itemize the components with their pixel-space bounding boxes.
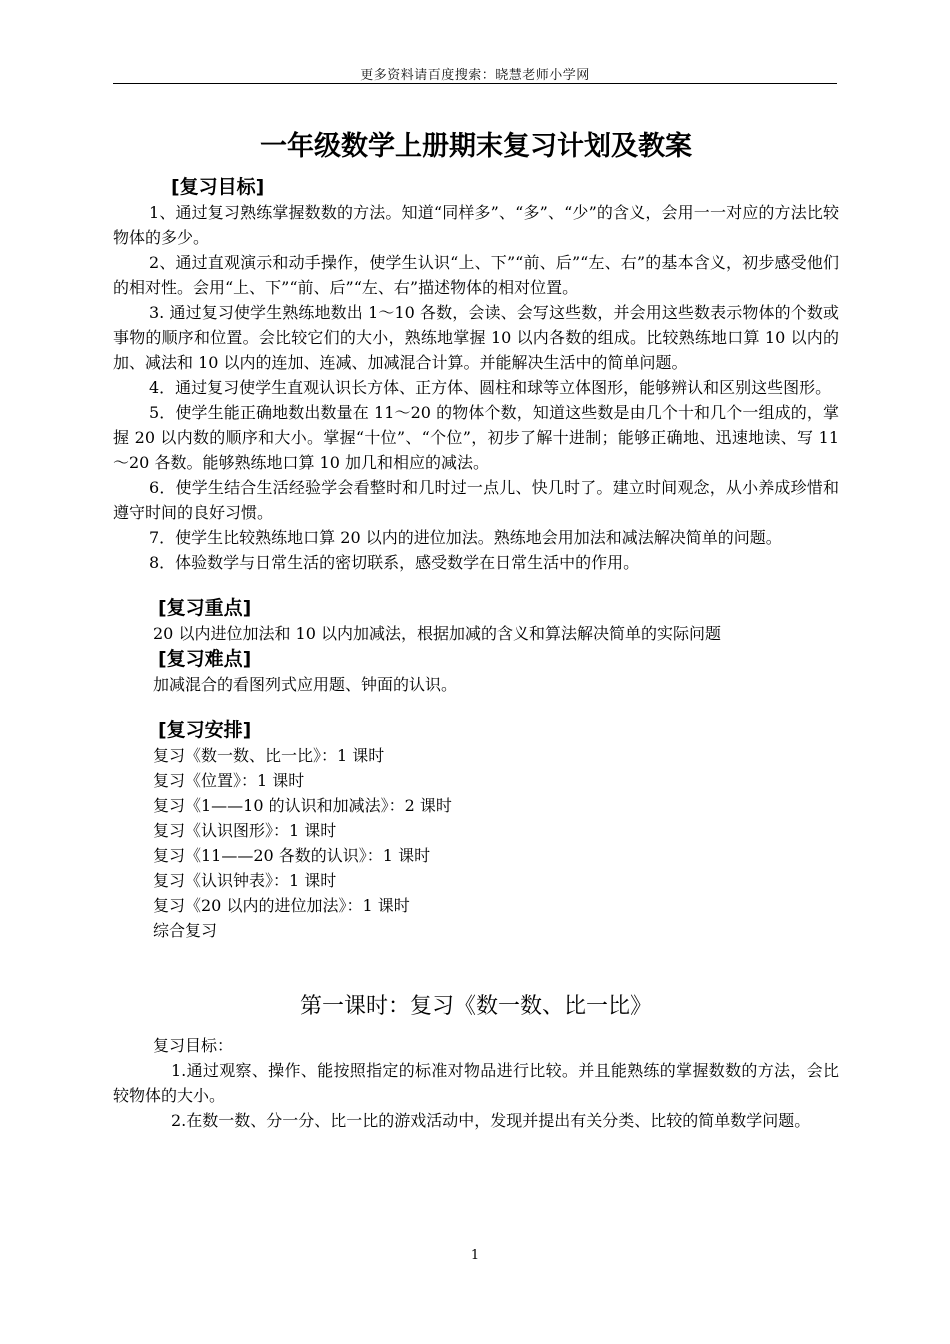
goal-item: 3. 通过复习使学生熟练地数出 1～10 各数，会读、会写这些数，并会用这些数表示物体的个数或事物的顺序和位置。会比较它们的大小，熟练地掌握 10 以内各数的组成。比较熟练地口算 10 以内的加、减法和 10 以内的连加、连减、加减混合计算。并能解决生活中的简单问题。 xyxy=(113,303,839,372)
goal-item: 5．使学生能正确地数出数量在 11～20 的物体个数，知道这些数是由几个十和几个一组成的，掌握 20 以内数的顺序和大小。掌握“十位”、“个位”，初步了解十进制；能够正确地、迅速地读、写 11～20 各数。能够熟练地口算 10 加几和相应的减法。 xyxy=(113,403,839,472)
document-title: 一年级数学上册期末复习计划及教案 xyxy=(260,131,692,162)
page-number: 1 xyxy=(470,1248,480,1263)
document-body xyxy=(113,128,839,1133)
schedule-item: 复习《认识图形》：1 课时 xyxy=(153,821,337,840)
schedule-item: 复习《20 以内的进位加法》：1 课时 xyxy=(153,896,410,915)
page-header: 更多资料请百度搜索：晓慧老师小学网 xyxy=(360,68,590,83)
lesson1-goals-label: 复习目标： xyxy=(153,1036,234,1055)
goal-item: 8．体验数学与日常生活的密切联系，感受数学在日常生活中的作用。 xyxy=(149,553,640,572)
difficulty-heading: [复习难点] xyxy=(158,648,252,670)
schedule-item: 复习《1——10 的认识和加减法》：2 课时 xyxy=(153,796,452,815)
schedule-heading: [复习安排] xyxy=(158,719,252,741)
schedule-item: 复习《位置》：1 课时 xyxy=(153,771,305,790)
goal-item: 4．通过复习使学生直观认识长方体、正方体、圆柱和球等立体图形，能够辨认和区别这些图形。 xyxy=(149,378,832,397)
goal-item: 2、通过直观演示和动手操作，使学生认识“上、下”“前、后”“左、右”的基本含义，初步感受他们的相对性。会用“上、下”“前、后”“左、右”描述物体的相对位置。 xyxy=(113,253,839,297)
goal-item: 1、通过复习熟练掌握数数的方法。知道“同样多”、“多”、“少”的含义，会用一一对应的方法比较物体的多少。 xyxy=(113,203,839,247)
goals-heading: [复习目标] xyxy=(171,176,265,198)
goal-item: 7．使学生比较熟练地口算 20 以内的进位加法。熟练地会用加法和减法解决简单的问题。 xyxy=(149,528,782,547)
difficulty-text: 加减混合的看图列式应用题、钟面的认识。 xyxy=(153,675,458,694)
lesson1-goal-item: 2.在数一数、分一分、比一比的游戏活动中，发现并提出有关分类、比较的简单数学问题。 xyxy=(171,1111,811,1130)
header-divider xyxy=(113,83,837,84)
schedule-item: 综合复习 xyxy=(153,921,218,940)
schedule-item: 复习《11——20 各数的认识》：1 课时 xyxy=(153,846,431,865)
lesson1-title: 第一课时：复习《数一数、比一比》 xyxy=(299,994,652,1019)
focus-heading: [复习重点] xyxy=(158,597,252,619)
goal-item: 6．使学生结合生活经验学会看整时和几时过一点儿、快几时了。建立时间观念，从小养成珍惜和遵守时间的良好习惯。 xyxy=(113,478,839,522)
lesson1-goal-item: 1.通过观察、操作、能按照指定的标准对物品进行比较。并且能熟练的掌握数数的方法，会比较物体的大小。 xyxy=(113,1061,839,1105)
focus-text: 20 以内进位加法和 10 以内加减法，根据加减的含义和算法解决简单的实际问题 xyxy=(153,624,721,643)
schedule-item: 复习《数一数、比一比》：1 课时 xyxy=(153,746,385,765)
schedule-item: 复习《认识钟表》：1 课时 xyxy=(153,871,337,890)
